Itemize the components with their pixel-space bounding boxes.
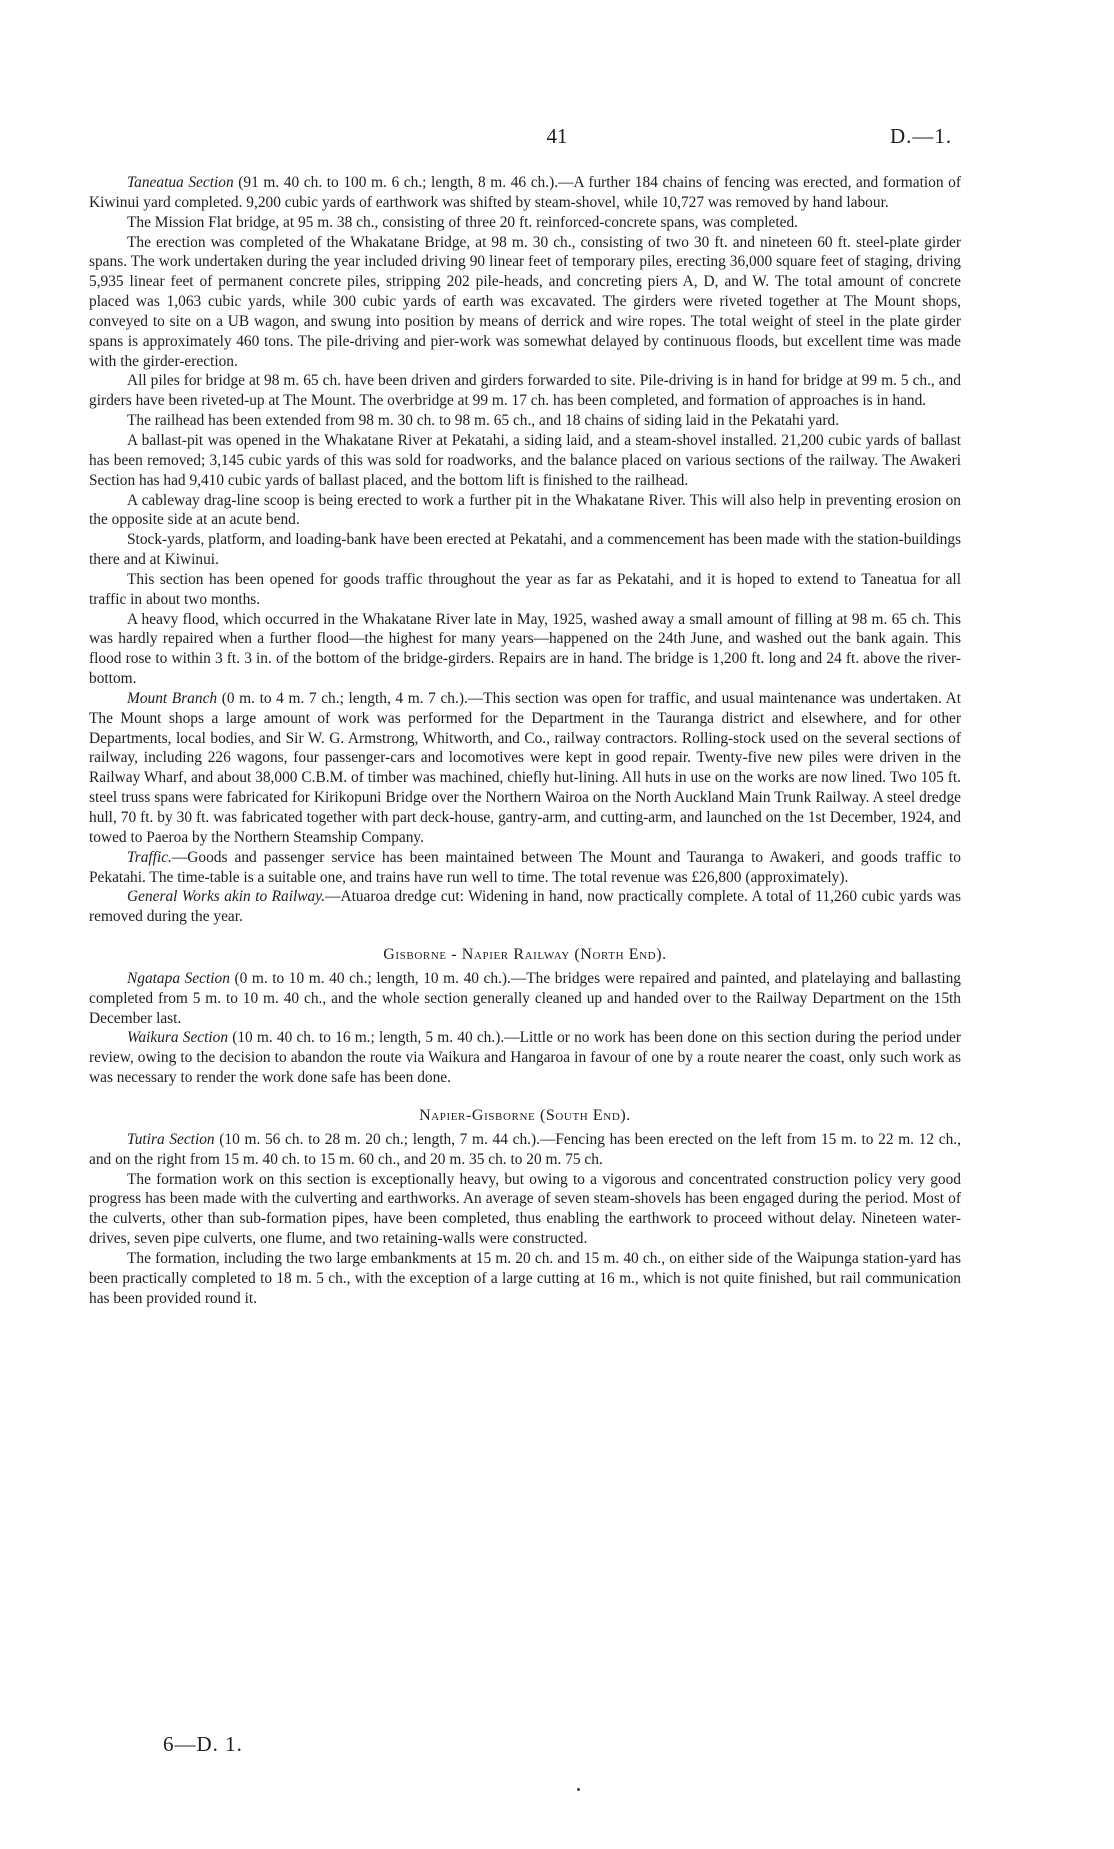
paragraph-text: The formation work on this section is exceptionally heavy, but owing to a vigorous and concentrated construction policy very good progress has been made with the culverting and earthworks. An average of seven steam-shovels has been engaged during the period. Most of the culverts, other than sub-formation pipes, have been completed, thus enabling the earthwork to proceed without delay. Nineteen water-drives, seven pipe culverts, one flume, and two retaining-walls were constructed. bbox=[89, 1170, 961, 1248]
paragraph bbox=[89, 610, 961, 689]
paragraph bbox=[89, 233, 961, 372]
paragraph bbox=[89, 530, 961, 570]
paragraph bbox=[89, 173, 961, 213]
paragraph bbox=[89, 969, 961, 1029]
paragraph bbox=[89, 848, 961, 888]
paragraph-text: This section has been opened for goods traffic throughout the year as far as Pekatahi, and it is hoped to extend to Taneatua for all traffic in about two months. bbox=[89, 570, 961, 608]
paragraph bbox=[89, 1249, 961, 1309]
paragraph-text: All piles for bridge at 98 m. 65 ch. have been driven and girders forwarded to site. Pile-driving is in hand for bridge at 99 m. 5 ch., and girders have been riveted-up at The Mount. The overbridge at 99 m. 17 ch. has been completed, and formation of approaches is in hand. bbox=[89, 372, 961, 410]
paragraph bbox=[89, 411, 961, 431]
section-bay-of-plenty bbox=[89, 173, 961, 927]
section-heading-gisborne-napier: Gisborne - Napier Railway (North End). bbox=[383, 946, 667, 964]
paragraph-text: (0 m. to 10 m. 40 ch.; length, 10 m. 40 ch.).—The bridges were repaired and painted, and platelaying and ballasting completed from 5 m. to 10 m. 40 ch., and the whole section generally cleaned up and handed over to the Railway Department on the 15th December last. bbox=[89, 969, 961, 1027]
paragraph bbox=[89, 1170, 961, 1249]
section-title-italic: Tutira Section bbox=[127, 1130, 215, 1148]
signature-mark: 6—D. 1. bbox=[163, 1732, 243, 1756]
section-title-italic: Waikura Section bbox=[127, 1029, 229, 1047]
paragraph-text: A cableway drag-line scoop is being erected to work a further pit in the Whakatane River. This will also help in preventing erosion on the opposite side at an acute bend. bbox=[89, 491, 961, 529]
paragraph bbox=[89, 213, 961, 233]
paragraph-text: (0 m. to 4 m. 7 ch.; length, 4 m. 7 ch.).—This section was open for traffic, and usual maintenance was undertaken. At The Mount shops a large amount of work was performed for the Department in the Tauranga district and elsewhere, and for other Departments, local bodies, and Sir W. G. Armstrong, Whitworth, and Co., railway contractors. Rolling-stock used on the several sections of railway, including 226 wagons, four passenger-cars and locomotives were kept in good repair. Twenty-five new piles were driven in the Railway Wharf, and about 38,000 C.B.M. of timber was machined, chiefly hut-lining. All huts in use on the works are now lined. Two 105 ft. steel truss spans were fabricated for Kirikopuni Bridge over the Northern Wairoa on the North Auckland Main Trunk Railway. A steel dredge hull, 70 ft. by 30 ft. was fabricated together with part deck-house, gantry-arm, and cutting-arm, and launched on the 1st December, 1924, and towed to Paeroa by the Northern Steamship Company. bbox=[89, 689, 962, 846]
section-title-italic: Taneatua Section bbox=[127, 174, 234, 191]
paragraph-text: (10 m. 40 ch. to 16 m.; length, 5 m. 40 ch.).—Little or no work has been done on this section during the period under review, owing to the decision to abandon the route via Waikura and Hangaroa in favour of one by a route nearer the coast, only such work as was necessary to render the work done safe has been done. bbox=[89, 1029, 961, 1087]
body-text bbox=[89, 173, 961, 1308]
paragraph-text: The railhead has been extended from 98 m. 30 ch. to 98 m. 65 ch., and 18 chains of siding laid in the Pekatahi yard. bbox=[127, 412, 840, 430]
paragraph bbox=[89, 1130, 961, 1170]
paragraph-text: —Goods and passenger service has been maintained between The Mount and Tauranga to Awakeri, and goods traffic to Pekatahi. The time-table is a suitable one, and trains have run well to time. The total revenue was £26,800 (approximately). bbox=[89, 848, 961, 886]
paragraph bbox=[89, 371, 961, 411]
paragraph-text: (10 m. 56 ch. to 28 m. 20 ch.; length, 7 m. 44 ch.).—Fencing has been erected on the left from 15 m. to 22 m. 12 ch., and on the right from 15 m. 40 ch. to 15 m. 60 ch., and 20 m. 35 ch. to 20 m. 75 ch. bbox=[89, 1130, 961, 1168]
paragraph-text: A ballast-pit was opened in the Whakatane River at Pekatahi, a siding laid, and a steam-shovel installed. 21,200 cubic yards of ballast has been removed; 3,145 cubic yards of this was sold for roadworks, and the balance placed on various sections of the railway. The Awakeri Section has had 9,410 cubic yards of ballast placed, and the bottom lift is finished to the railhead. bbox=[89, 431, 961, 489]
section-title-italic: General Works akin to Railway. bbox=[127, 888, 326, 906]
paragraph-text: Stock-yards, platform, and loading-bank have been erected at Pekatahi, and a commencement has been made with the station-buildings there and at Kiwinui. bbox=[89, 531, 961, 569]
paragraph bbox=[89, 887, 961, 927]
paragraph-text: —Atuaroa dredge cut: Widening in hand, now practically complete. A total of 11,260 cubic yards was removed during the year. bbox=[89, 888, 961, 926]
paragraph bbox=[89, 491, 961, 531]
section-title-italic: Traffic. bbox=[127, 848, 172, 866]
paragraph-text: The Mission Flat bridge, at 95 m. 38 ch., consisting of three 20 ft. reinforced-concrete spans, was completed. bbox=[127, 213, 799, 231]
paragraph bbox=[89, 570, 961, 610]
paragraph-text: The formation, including the two large embankments at 15 m. 20 ch. and 15 m. 40 ch., on either side of the Waipunga station-yard has been practically completed to 18 m. 5 ch., with the exception of a large cutting at 16 m., which is not quite finished, but rail communication has been provided round it. bbox=[89, 1249, 961, 1307]
paragraph bbox=[89, 689, 961, 848]
paragraph bbox=[89, 1028, 961, 1088]
section-title-italic: Mount Branch bbox=[127, 689, 218, 707]
paragraph-text: A heavy flood, which occurred in the Whakatane River late in May, 1925, washed away a small amount of filling at 98 m. 65 ch. This was hardly repaired when a further flood—the highest for many years—happened on the 24th June, and washed out the bank again. This flood rose to within 3 ft. 3 in. of the bottom of the bridge-girders. Repairs are in hand. The bridge is 1,200 ft. long and 24 ft. above the river-bottom. bbox=[89, 610, 961, 688]
section-title-italic: Ngatapa Section bbox=[127, 969, 230, 987]
paragraph-text: The erection was completed of the Whakatane Bridge, at 98 m. 30 ch., consisting of two 30 ft. and nineteen 60 ft. steel-plate girder spans. The work undertaken during the year included driving 90 linear feet of temporary piles, erecting 36,000 square feet of staging, driving 5,935 linear feet of permanent concrete piles, stripping 202 pile-heads, and concreting piers A, D, and W. The total amount of concrete placed was 1,063 cubic yards, while 300 cubic yards of earth was excavated. The girders were riveted together at The Mount shops, conveyed to site on a UB wagon, and swung into position by means of derrick and wire ropes. The total weight of steel in the plate girder spans is approximately 460 tons. The pile-driving and pier-work was somewhat delayed by continuous floods, but excellent time was made with the girder-erection. bbox=[89, 233, 961, 370]
page-number: 41 bbox=[546, 124, 568, 148]
paragraph bbox=[89, 431, 961, 491]
section-napier-gisborne bbox=[89, 1130, 961, 1309]
section-heading-napier-gisborne: Napier-Gisborne (South End). bbox=[419, 1106, 631, 1124]
paragraph-text: (91 m. 40 ch. to 100 m. 6 ch.; length, 8 m. 46 ch.).—A further 184 chains of fencing was erected, and formation of Kiwinui yard completed. 9,200 cubic yards of earthwork was shifted by steam-shovel, while 10,727 was removed by hand labour. bbox=[89, 174, 961, 211]
scan-speck bbox=[577, 1788, 580, 1791]
section-gisborne-napier bbox=[89, 969, 961, 1088]
document-reference: D.—1. bbox=[890, 124, 953, 148]
